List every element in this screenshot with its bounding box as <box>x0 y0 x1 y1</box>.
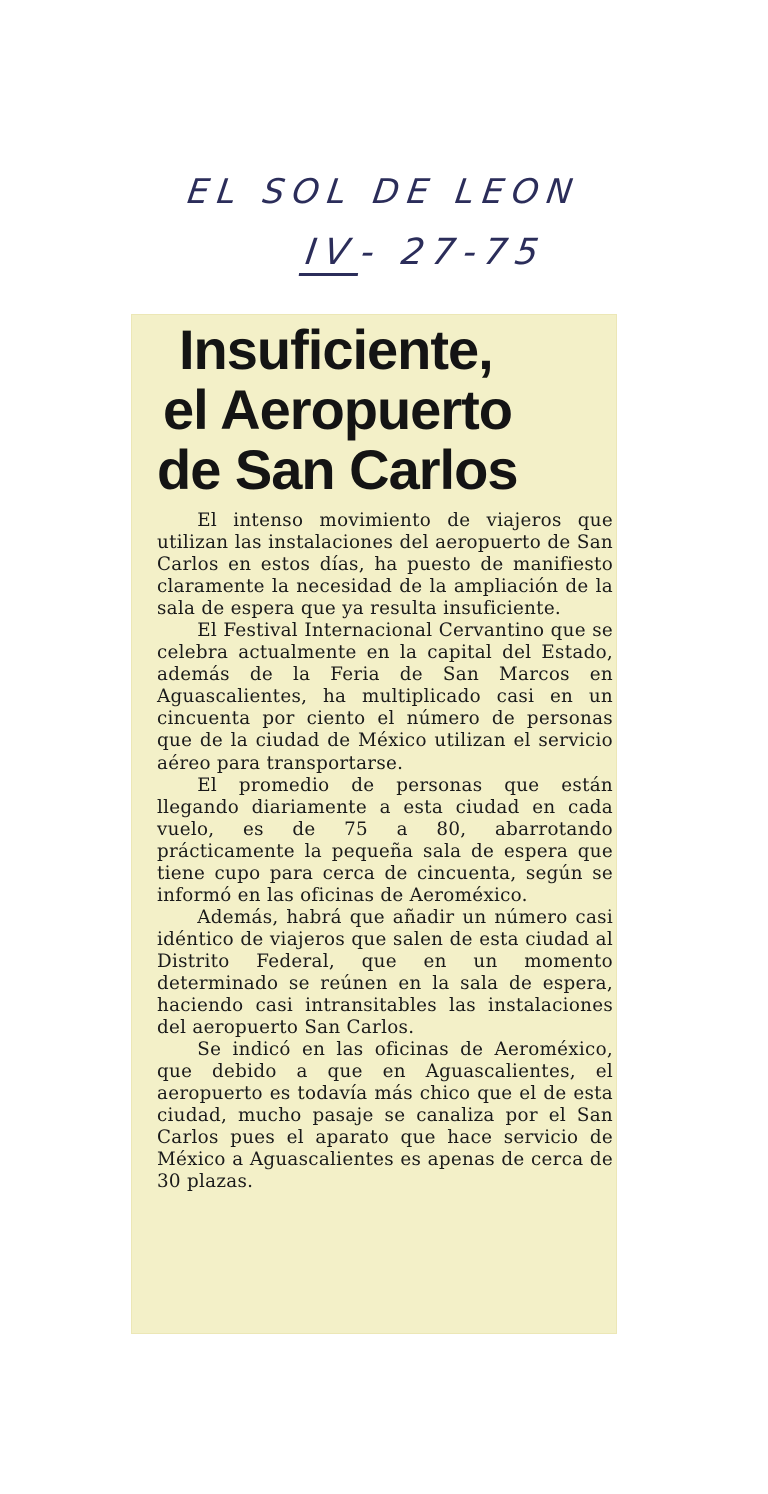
headline-line-3: de San Carlos <box>157 438 518 501</box>
article-body <box>157 510 613 1193</box>
article-paragraph-5: Se indicó en las oficinas de Aeroméxico, que debido a que en Aguascalientes, el aeropuerto es todavía más chico que el de esta ciudad, mucho pasaje se canaliza por el San Carlos pues el aparato que hace servicio de México a Aguascalientes es apenas de cerca de 30 plazas. <box>157 1039 613 1193</box>
handwritten-date-roman: IV <box>299 232 364 276</box>
newspaper-clipping <box>131 314 617 1334</box>
handwritten-date-rest: - 27-75 <box>358 232 550 273</box>
handwritten-date-note <box>37 232 768 273</box>
headline-line-2: el Aeropuerto <box>163 378 512 441</box>
article-paragraph-2: El Festival Internacional Cervantino que se celebra actualmente en la capital del Estado, además de la Feria de San Marcos en Aguascalientes, ha multiplicado casi en un cincuenta por ciento el número de personas que de la ciudad de México utilizan el servicio aéreo para transportarse. <box>157 620 613 774</box>
headline-line-1: Insuficiente, <box>179 318 493 381</box>
article-headline <box>131 320 617 500</box>
article-paragraph-1: El intenso movimiento de viajeros que utilizan las instalaciones del aeropuerto de San Carlos en estos días, ha puesto de manifiesto claramente la necesidad de la ampliación de la sala de espera que ya resulta insuficiente. <box>157 510 613 620</box>
article-paragraph-3: El promedio de personas que están llegando diariamente a esta ciudad en cada vuelo, es de 75 a 80, abarrotando prácticamente la pequeña sala de espera que tiene cupo para cerca de cincuenta, según se informó en las oficinas de Aeroméxico. <box>157 774 613 906</box>
article-paragraph-4: Además, habrá que añadir un número casi idéntico de viajeros que salen de esta ciudad al Distrito Federal, que en un momento determinado se reúnen en la sala de espera, haciendo casi intransitables las instalaciones del aeropuerto San Carlos. <box>157 906 613 1039</box>
handwritten-source-note: EL SOL DE LEON <box>184 172 584 212</box>
